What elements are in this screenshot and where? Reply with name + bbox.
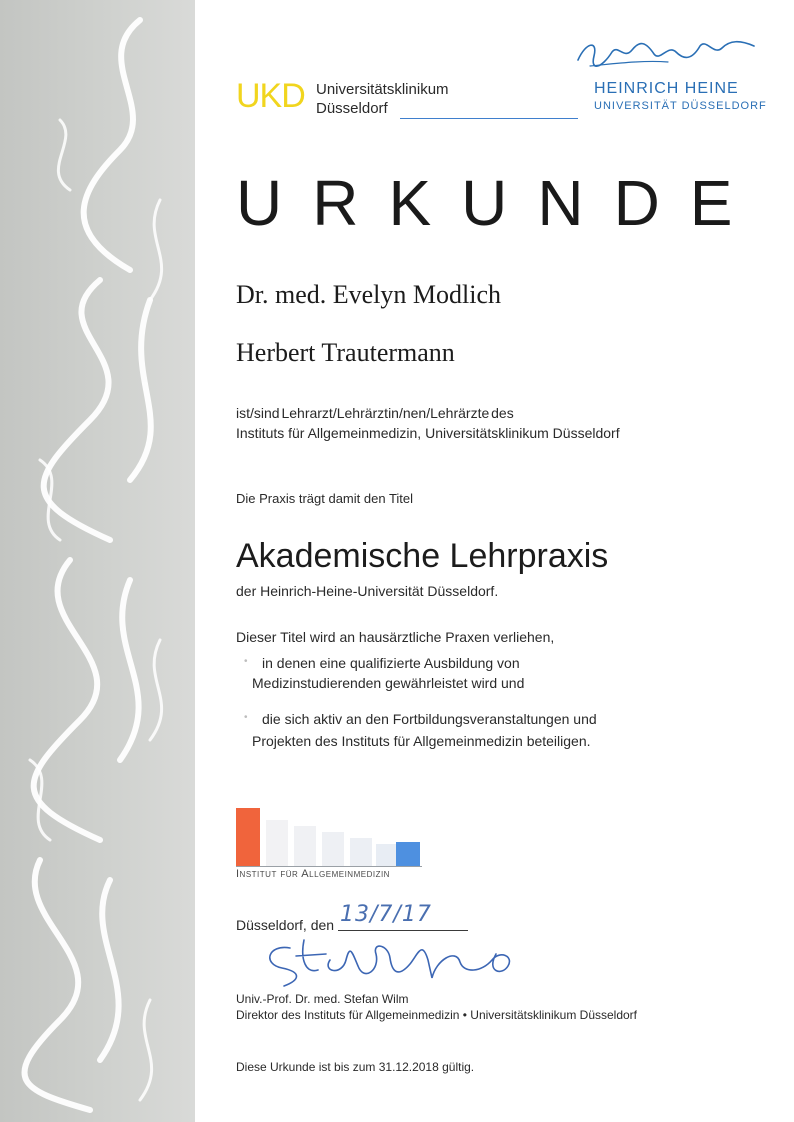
recipient-name-2: Herbert Trautermann	[236, 338, 455, 367]
decorative-side-band	[0, 0, 195, 1122]
institute-logo-bar-orange	[236, 808, 260, 866]
hhu-logo	[572, 30, 767, 120]
criterion-1-line-2: Medizinstudierenden gewährleistet wird und	[252, 675, 525, 691]
signature-icon	[260, 930, 530, 994]
heine-signature-icon	[572, 30, 762, 78]
institute-logo-name: Institut für Allgemeinmedizin	[236, 868, 390, 880]
title-intro: Die Praxis trägt damit den Titel	[236, 491, 414, 506]
criterion-2-line-2: Projekten des Instituts für Allgemeinmedizin beteiligen.	[252, 733, 591, 749]
institute-logo-bar	[322, 832, 344, 866]
recipient-name-1: Dr. med. Evelyn Modlich	[236, 280, 502, 309]
validity-note: Diese Urkunde ist bis zum 31.12.2018 gültig.	[236, 1060, 475, 1074]
signoff-date: 13/7/17	[340, 902, 432, 927]
hhu-logo-subtitle: UNIVERSITÄT DÜSSELDORF	[594, 100, 767, 112]
ukd-logo-mark: UKD	[236, 77, 305, 115]
role-line-2: Instituts für Allgemeinmedizin, Universitätsklinikum Düsseldorf	[236, 425, 620, 441]
institute-logo	[236, 804, 426, 884]
institute-logo-bar	[294, 826, 316, 866]
bullet-icon: •	[244, 656, 248, 667]
institute-logo-bar	[376, 844, 398, 866]
institute-logo-rule	[236, 866, 422, 867]
institute-logo-bar	[266, 820, 288, 866]
page-title: URKUNDE	[236, 167, 763, 239]
conferral-statement: Dieser Titel wird an hausärztliche Praxen verliehen,	[236, 629, 555, 645]
institute-logo-bar	[350, 838, 372, 866]
signoff-place: Düsseldorf, den	[236, 917, 335, 933]
role-line-1: ist/sind Lehrarzt/Lehrärztin/nen/Lehrärzte des	[236, 405, 514, 421]
signer-title: Direktor des Instituts für Allgemeinmedizin • Universitätsklinikum Düsseldorf	[236, 1008, 638, 1022]
criterion-1-line-1: in denen eine qualifizierte Ausbildung von	[262, 655, 520, 671]
ukd-logo-rule	[400, 118, 578, 119]
ukd-logo-line1: Universitätsklinikum	[316, 81, 449, 98]
criterion-2-line-1: die sich aktiv an den Fortbildungsveranstaltungen und	[262, 711, 597, 727]
ukd-logo-text	[316, 80, 449, 118]
signer-name: Univ.-Prof. Dr. med. Stefan Wilm	[236, 992, 409, 1006]
calligraphy-watermark	[0, 0, 195, 1122]
practice-title: Akademische Lehrpraxis	[236, 537, 609, 575]
institute-logo-bar-blue	[396, 842, 420, 866]
hhu-logo-name: HEINRICH HEINE	[594, 80, 739, 97]
ukd-logo-line2: Düsseldorf	[316, 100, 388, 117]
bullet-icon: •	[244, 712, 248, 723]
practice-title-subtitle: der Heinrich-Heine-Universität Düsseldorf.	[236, 583, 499, 599]
